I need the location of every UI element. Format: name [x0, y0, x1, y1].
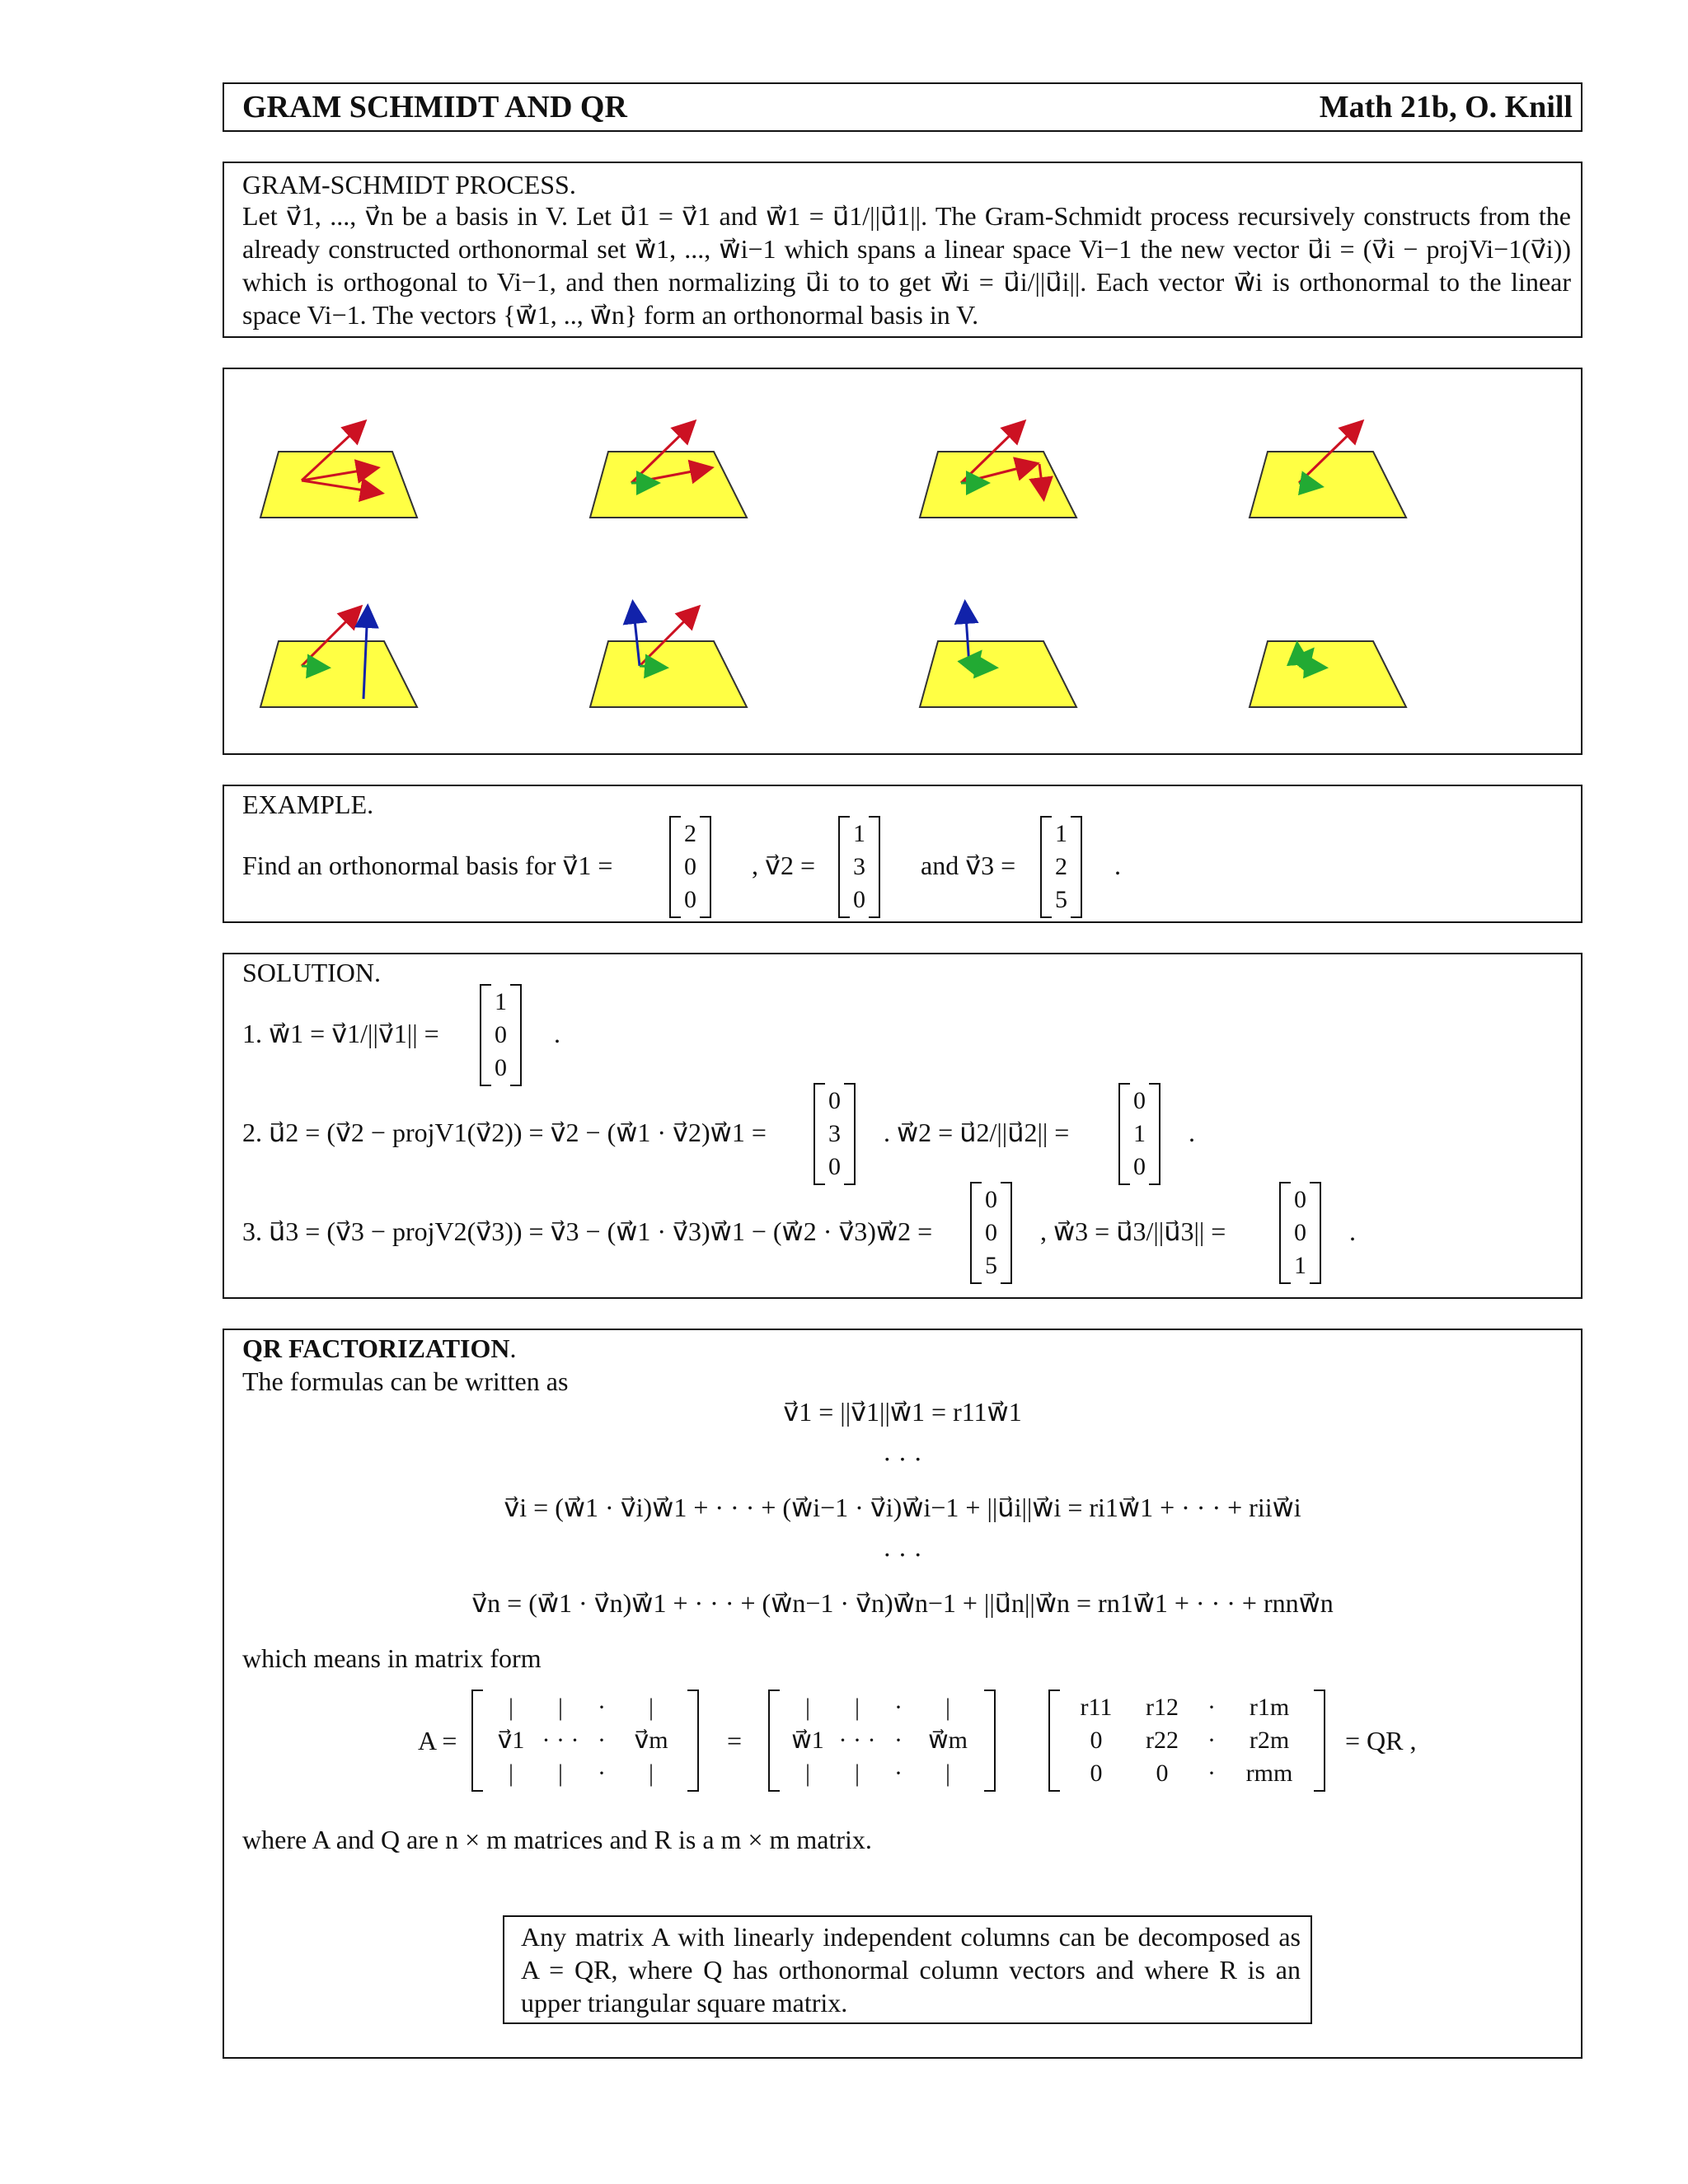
panel-6 — [590, 604, 747, 707]
vector-w1 — [480, 984, 522, 1086]
w3-entry: 1 — [1294, 1252, 1306, 1279]
R-cell: 0 — [1156, 1760, 1169, 1787]
gram-schmidt-illustration — [224, 369, 1581, 753]
A-cell: v⃗1 — [497, 1727, 525, 1754]
R-cell: r2m — [1249, 1727, 1290, 1754]
R-cell: r11 — [1080, 1694, 1113, 1721]
qr-result: = QR , — [1345, 1726, 1417, 1755]
u3-entry: 0 — [985, 1186, 997, 1213]
qr-dots1: · · · — [883, 1444, 922, 1474]
w3-entry: 0 — [1294, 1186, 1306, 1213]
solution-step3-b: , w⃗3 = u⃗3/||u⃗3|| = — [1040, 1216, 1226, 1246]
solution-step1-end: . — [554, 1019, 560, 1048]
R-cell: rmm — [1245, 1760, 1293, 1787]
qr-eq3: v⃗n = (w⃗1 · v⃗n)w⃗1 + · · · + (w⃗n−1 · v⃗n)w⃗n−1 + ||u⃗n||w⃗n = rn1w⃗1 + · · · + rnnw⃗n — [471, 1588, 1334, 1618]
gs-heading: GRAM-SCHMIDT PROCESS. — [242, 170, 576, 199]
qr-A-label: A = — [418, 1726, 457, 1755]
v2-entry: 1 — [853, 820, 865, 847]
Q-cell: · · · — [838, 1727, 876, 1754]
solution-step3-end: . — [1349, 1216, 1356, 1246]
panel-2 — [590, 423, 747, 518]
w2-entry: 0 — [1133, 1087, 1146, 1114]
qr-dots2: · · · — [883, 1540, 922, 1569]
w1-entry: 0 — [495, 1054, 507, 1081]
qr-eq1: v⃗1 = ||v⃗1||w⃗1 = r11w⃗1 — [783, 1397, 1022, 1427]
A-cell: | — [557, 1760, 563, 1787]
matrix-Q — [768, 1690, 996, 1792]
qr-where: where A and Q are n × m matrices and R is a m × m matrix. — [242, 1825, 872, 1854]
u3-entry: 5 — [985, 1252, 997, 1279]
v3-entry: 1 — [1055, 820, 1067, 847]
Q-cell: | — [854, 1694, 860, 1721]
Q-cell: | — [945, 1760, 950, 1787]
panel-1 — [260, 423, 417, 518]
w1-entry: 1 — [495, 988, 507, 1015]
gram-schmidt-box — [223, 162, 1582, 338]
course-label: Math 21b, O. Knill — [1319, 90, 1573, 124]
matrix-A — [471, 1690, 699, 1792]
Q-cell: · — [894, 1727, 903, 1754]
example-lead: Find an orthonormal basis for v⃗1 = — [242, 851, 613, 880]
v1-entry: 2 — [684, 820, 696, 847]
solution-step2-b: . w⃗2 = u⃗2/||u⃗2|| = — [884, 1118, 1070, 1147]
w1-entry: 0 — [495, 1021, 507, 1048]
u2-entry: 0 — [828, 1153, 841, 1180]
qr-heading: QR FACTORIZATION — [242, 1333, 510, 1363]
Q-cell: · — [894, 1694, 903, 1721]
v3-entry: 5 — [1055, 886, 1067, 913]
v1-entry: 0 — [684, 886, 696, 913]
R-cell: 0 — [1090, 1760, 1103, 1787]
w2-entry: 0 — [1133, 1153, 1146, 1180]
A-cell: · · · — [542, 1727, 579, 1754]
qr-matrix-intro: which means in matrix form — [242, 1643, 542, 1673]
R-cell: 0 — [1090, 1727, 1103, 1754]
example-sep2: and v⃗3 = — [921, 851, 1016, 880]
solution-step2-end: . — [1189, 1118, 1195, 1147]
panel-7 — [920, 604, 1076, 707]
theorem-box — [503, 1915, 1312, 2024]
R-cell: r1m — [1249, 1694, 1290, 1721]
page-title: GRAM SCHMIDT AND QR — [242, 90, 627, 124]
panel-3 — [920, 423, 1076, 518]
A-cell: · — [598, 1694, 606, 1721]
panel-5 — [260, 608, 417, 707]
example-heading: EXAMPLE. — [242, 790, 374, 819]
A-cell: · — [598, 1760, 606, 1787]
A-cell: | — [508, 1760, 513, 1787]
vector-u3 — [970, 1182, 1012, 1284]
Q-cell: | — [804, 1760, 810, 1787]
matrix-R — [1048, 1690, 1325, 1792]
Q-cell: | — [945, 1694, 950, 1721]
A-cell: | — [557, 1694, 563, 1721]
qr-box — [223, 1329, 1582, 2059]
v2-entry: 3 — [853, 853, 865, 880]
A-cell: | — [648, 1760, 654, 1787]
R-cell: · — [1207, 1727, 1216, 1754]
Q-cell: w⃗1 — [791, 1727, 824, 1754]
w3-entry: 0 — [1294, 1219, 1306, 1246]
v3-entry: 2 — [1055, 853, 1067, 880]
solution-heading: SOLUTION. — [242, 958, 381, 987]
R-cell: r12 — [1146, 1694, 1179, 1721]
w2-entry: 1 — [1133, 1120, 1146, 1147]
u2-entry: 0 — [828, 1087, 841, 1114]
vector-v3 — [1040, 816, 1082, 918]
Q-cell: | — [854, 1760, 860, 1787]
u2-entry: 3 — [828, 1120, 841, 1147]
example-end: . — [1114, 851, 1121, 880]
panel-8 — [1250, 641, 1406, 707]
header-box — [223, 82, 1582, 132]
R-cell: · — [1207, 1694, 1216, 1721]
solution-step2: 2. u⃗2 = (v⃗2 − projV1(v⃗2)) = v⃗2 − (w⃗1 · v⃗2)w⃗1 = — [242, 1118, 767, 1147]
theorem-text: Any matrix A with linearly independent columns can be decomposed as A = QR, where Q has orthonormal column vectors and where R is an upper triangular square matrix. — [521, 1922, 1301, 2018]
example-box — [223, 785, 1582, 923]
solution-step1: 1. w⃗1 = v⃗1/||v⃗1|| = — [242, 1019, 439, 1048]
panel-4 — [1250, 423, 1406, 518]
illustration-box — [223, 368, 1582, 755]
example-sep1: , v⃗2 = — [752, 851, 815, 880]
A-cell: | — [508, 1694, 513, 1721]
vector-v2 — [838, 816, 880, 918]
vector-u2 — [814, 1083, 856, 1185]
qr-heading-line — [242, 1332, 516, 1365]
qr-eq-sign: = — [727, 1726, 743, 1755]
vector-w3 — [1279, 1182, 1321, 1284]
v2-entry: 0 — [853, 886, 865, 913]
solution-box — [223, 953, 1582, 1299]
R-cell: · — [1207, 1760, 1216, 1787]
A-cell: | — [648, 1694, 654, 1721]
gs-body: Let v⃗1, ..., v⃗n be a basis in V. Let u⃗1 = v⃗1 and w⃗1 = u⃗1/||u⃗1||. The Gram-Schmidt process recursively constructs from the already constructed orthonormal set w⃗1, ..., w⃗i−1 which spans a linear space Vi−1 the new vector u⃗i = (v⃗i − projVi−1(v⃗i)) which is orthogonal to Vi−1, and then normalizing u⃗i to to get w⃗i = u⃗i/||u⃗i||. Each vector w⃗i is orthonormal to the linear space Vi−1. The vectors {w⃗1, .., w⃗n} form an orthonormal basis in V. — [242, 201, 1571, 330]
R-cell: r22 — [1146, 1727, 1179, 1754]
qr-eq2: v⃗i = (w⃗1 · v⃗i)w⃗1 + · · · + (w⃗i−1 · v⃗i)w⃗i−1 + ||u⃗i||w⃗i = ri1w⃗1 + · · · + riiw⃗i — [504, 1493, 1301, 1522]
qr-intro: The formulas can be written as — [242, 1366, 569, 1396]
Q-cell: w⃗m — [928, 1727, 968, 1754]
A-cell: · — [598, 1727, 606, 1754]
vector-w2 — [1118, 1083, 1160, 1185]
A-cell: v⃗m — [634, 1727, 668, 1754]
Q-cell: | — [804, 1694, 810, 1721]
vector-v1 — [669, 816, 711, 918]
Q-cell: · — [894, 1760, 903, 1787]
solution-step3: 3. u⃗3 = (v⃗3 − projV2(v⃗3)) = v⃗3 − (w⃗1 · v⃗3)w⃗1 − (w⃗2 · v⃗3)w⃗2 = — [242, 1216, 933, 1246]
v1-entry: 0 — [684, 853, 696, 880]
qr-heading-end: . — [509, 1333, 517, 1363]
u3-entry: 0 — [985, 1219, 997, 1246]
